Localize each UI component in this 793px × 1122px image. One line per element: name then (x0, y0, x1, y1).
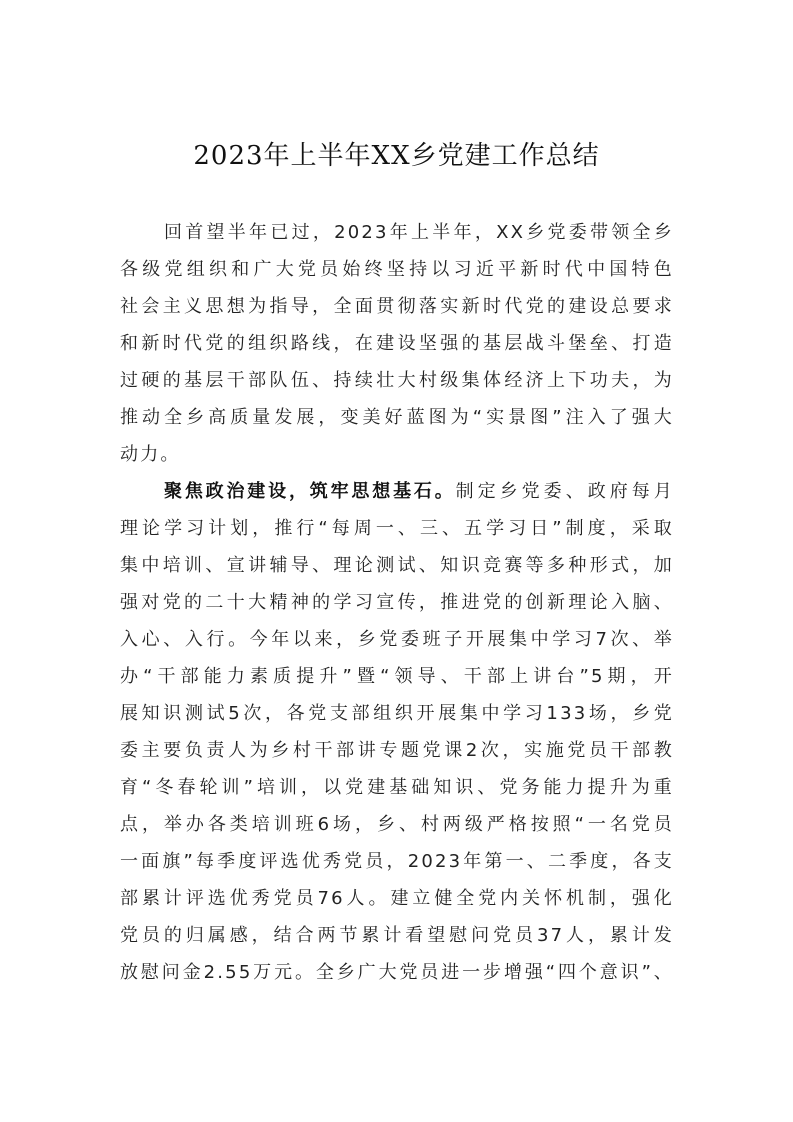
paragraph-line: 委主要负责人为乡村干部讲专题党课2次，实施党员干部教 (120, 740, 674, 761)
paragraph-first-line (120, 473, 674, 510)
paragraph-line: 部累计评选优秀党员76人。建立健全党内关怀机制，强化 (120, 888, 674, 909)
document-body (120, 214, 674, 991)
paragraph-line: 强对党的二十大精神的学习宣传，推进党的创新理论入脑、 (120, 592, 674, 613)
section-heading: 聚焦政治建设，筑牢思想基石。 (164, 481, 456, 502)
paragraph-line: 展知识测试5次，各党支部组织开展集中学习133场，乡党 (120, 703, 674, 724)
document-title: 2023年上半年XX乡党建工作总结 (193, 141, 600, 171)
paragraph-political-building (120, 473, 674, 991)
paragraph-line: 育“冬春轮训”培训，以党建基础知识、党务能力提升为重 (120, 777, 674, 798)
paragraph-line: 理论学习计划，推行“每周一、三、五学习日”制度，采取 (120, 518, 674, 539)
paragraph-line: 社会主义思想为指导，全面贯彻落实新时代党的建设总要求 (120, 296, 674, 317)
paragraph-text: 制定乡党委、政府每月 (455, 481, 675, 502)
paragraph-line: 回首望半年已过，2023年上半年，XX乡党委带领全乡 (164, 222, 674, 243)
paragraph-line: 入心、入行。今年以来，乡党委班子开展集中学习7次、举 (120, 629, 674, 650)
paragraph-line: 动力。 (120, 444, 181, 465)
paragraph-line: 一面旗”每季度评选优秀党员，2023年第一、二季度，各支 (120, 851, 674, 872)
paragraph-intro (120, 214, 674, 473)
paragraph-line: 推动全乡高质量发展，变美好蓝图为“实景图”注入了强大 (120, 407, 674, 428)
paragraph-line: 过硬的基层干部队伍、持续壮大村级集体经济上下功夫，为 (120, 370, 674, 391)
paragraph-line: 集中培训、宣讲辅导、理论测试、知识竞赛等多种形式，加 (120, 555, 674, 576)
paragraph-line: 放慰问金2.55万元。全乡广大党员进一步增强“四个意识”、 (120, 962, 674, 983)
paragraph-line: 各级党组织和广大党员始终坚持以习近平新时代中国特色 (120, 259, 674, 280)
paragraph-line: 党员的归属感，结合两节累计看望慰问党员37人，累计发 (120, 925, 674, 946)
paragraph-line: 点，举办各类培训班6场，乡、村两级严格按照“一名党员 (120, 814, 674, 835)
paragraph-line: 和新时代党的组织路线，在建设坚强的基层战斗堡垒、打造 (120, 333, 674, 354)
paragraph-line: 办“干部能力素质提升”暨“领导、干部上讲台”5期，开 (120, 666, 674, 687)
